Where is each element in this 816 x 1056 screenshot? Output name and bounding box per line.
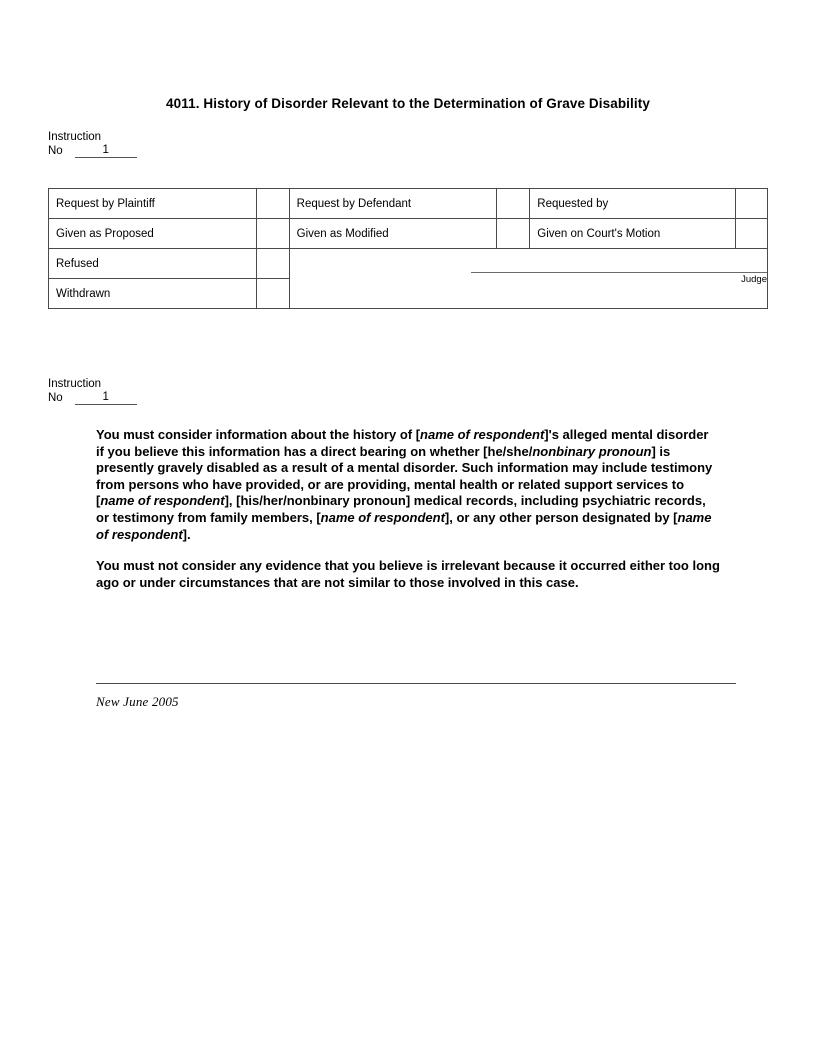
checkbox-given-on-courts-motion[interactable]: [735, 219, 767, 249]
cell-request-by-plaintiff: Request by Plaintiff: [49, 189, 257, 219]
table-row: [49, 249, 768, 279]
cell-given-as-modified: Given as Modified: [289, 219, 497, 249]
judge-signature-area: [289, 249, 767, 309]
instruction-paragraph-2: You must not consider any evidence that you believe is irrelevant because it occurred either too long ago or under circumstances that are not similar to those involved in this case.: [96, 558, 720, 590]
table-row: [49, 219, 768, 249]
instruction-paragraph-1: You must consider information about the history of [name of respondent]'s alleged mental disorder if you believe this information has a direct bearing on whether [he/she/nonbinary pronoun] is presently gravely disabled as a result of a mental disorder. Such information may include testimony from persons who have provided, or are providing, mental health or related support services to [name of respondent], [his/her/nonbinary pronoun] medical records, including psychiatric records, or testimony from family members, [name of respondent], or any other person designated by [name of respondent].: [96, 427, 713, 542]
signature-block: [471, 271, 767, 286]
cell-withdrawn: Withdrawn: [49, 279, 257, 309]
judge-signature-caption: Judge: [741, 274, 767, 285]
cell-request-by-defendant: Request by Defendant: [289, 189, 497, 219]
disposition-table: [48, 188, 768, 309]
checkbox-given-as-modified[interactable]: [497, 219, 530, 249]
checkbox-refused[interactable]: [256, 249, 289, 279]
instruction-body: [96, 427, 720, 591]
checkbox-request-by-plaintiff[interactable]: [256, 189, 289, 219]
cell-given-as-proposed: Given as Proposed: [49, 219, 257, 249]
instruction-label-top: Instruction: [48, 131, 102, 143]
disposition-table-container: [48, 188, 768, 309]
revision-note: New June 2005: [96, 694, 179, 709]
checkbox-requested-by[interactable]: [735, 189, 767, 219]
instruction-no-field-top[interactable]: 1: [75, 144, 137, 158]
footer-divider: [96, 683, 736, 684]
table-row: [49, 189, 768, 219]
page-title: 4011. History of Disorder Relevant to the Determination of Grave Disability: [166, 96, 650, 111]
instruction-number-block-bottom: [48, 377, 137, 405]
cell-given-on-courts-motion: Given on Court's Motion: [530, 219, 736, 249]
instruction-number-block-top: [48, 130, 137, 158]
instruction-label-bottom: Instruction: [48, 378, 102, 390]
cell-requested-by: Requested by: [530, 189, 736, 219]
instruction-no-label-top: No: [48, 145, 63, 157]
checkbox-request-by-defendant[interactable]: [497, 189, 530, 219]
cell-refused: Refused: [49, 249, 257, 279]
instruction-no-label-bottom: No: [48, 392, 63, 404]
checkbox-given-as-proposed[interactable]: [256, 219, 289, 249]
checkbox-withdrawn[interactable]: [256, 279, 289, 309]
instruction-no-field-bottom[interactable]: 1: [75, 391, 137, 405]
